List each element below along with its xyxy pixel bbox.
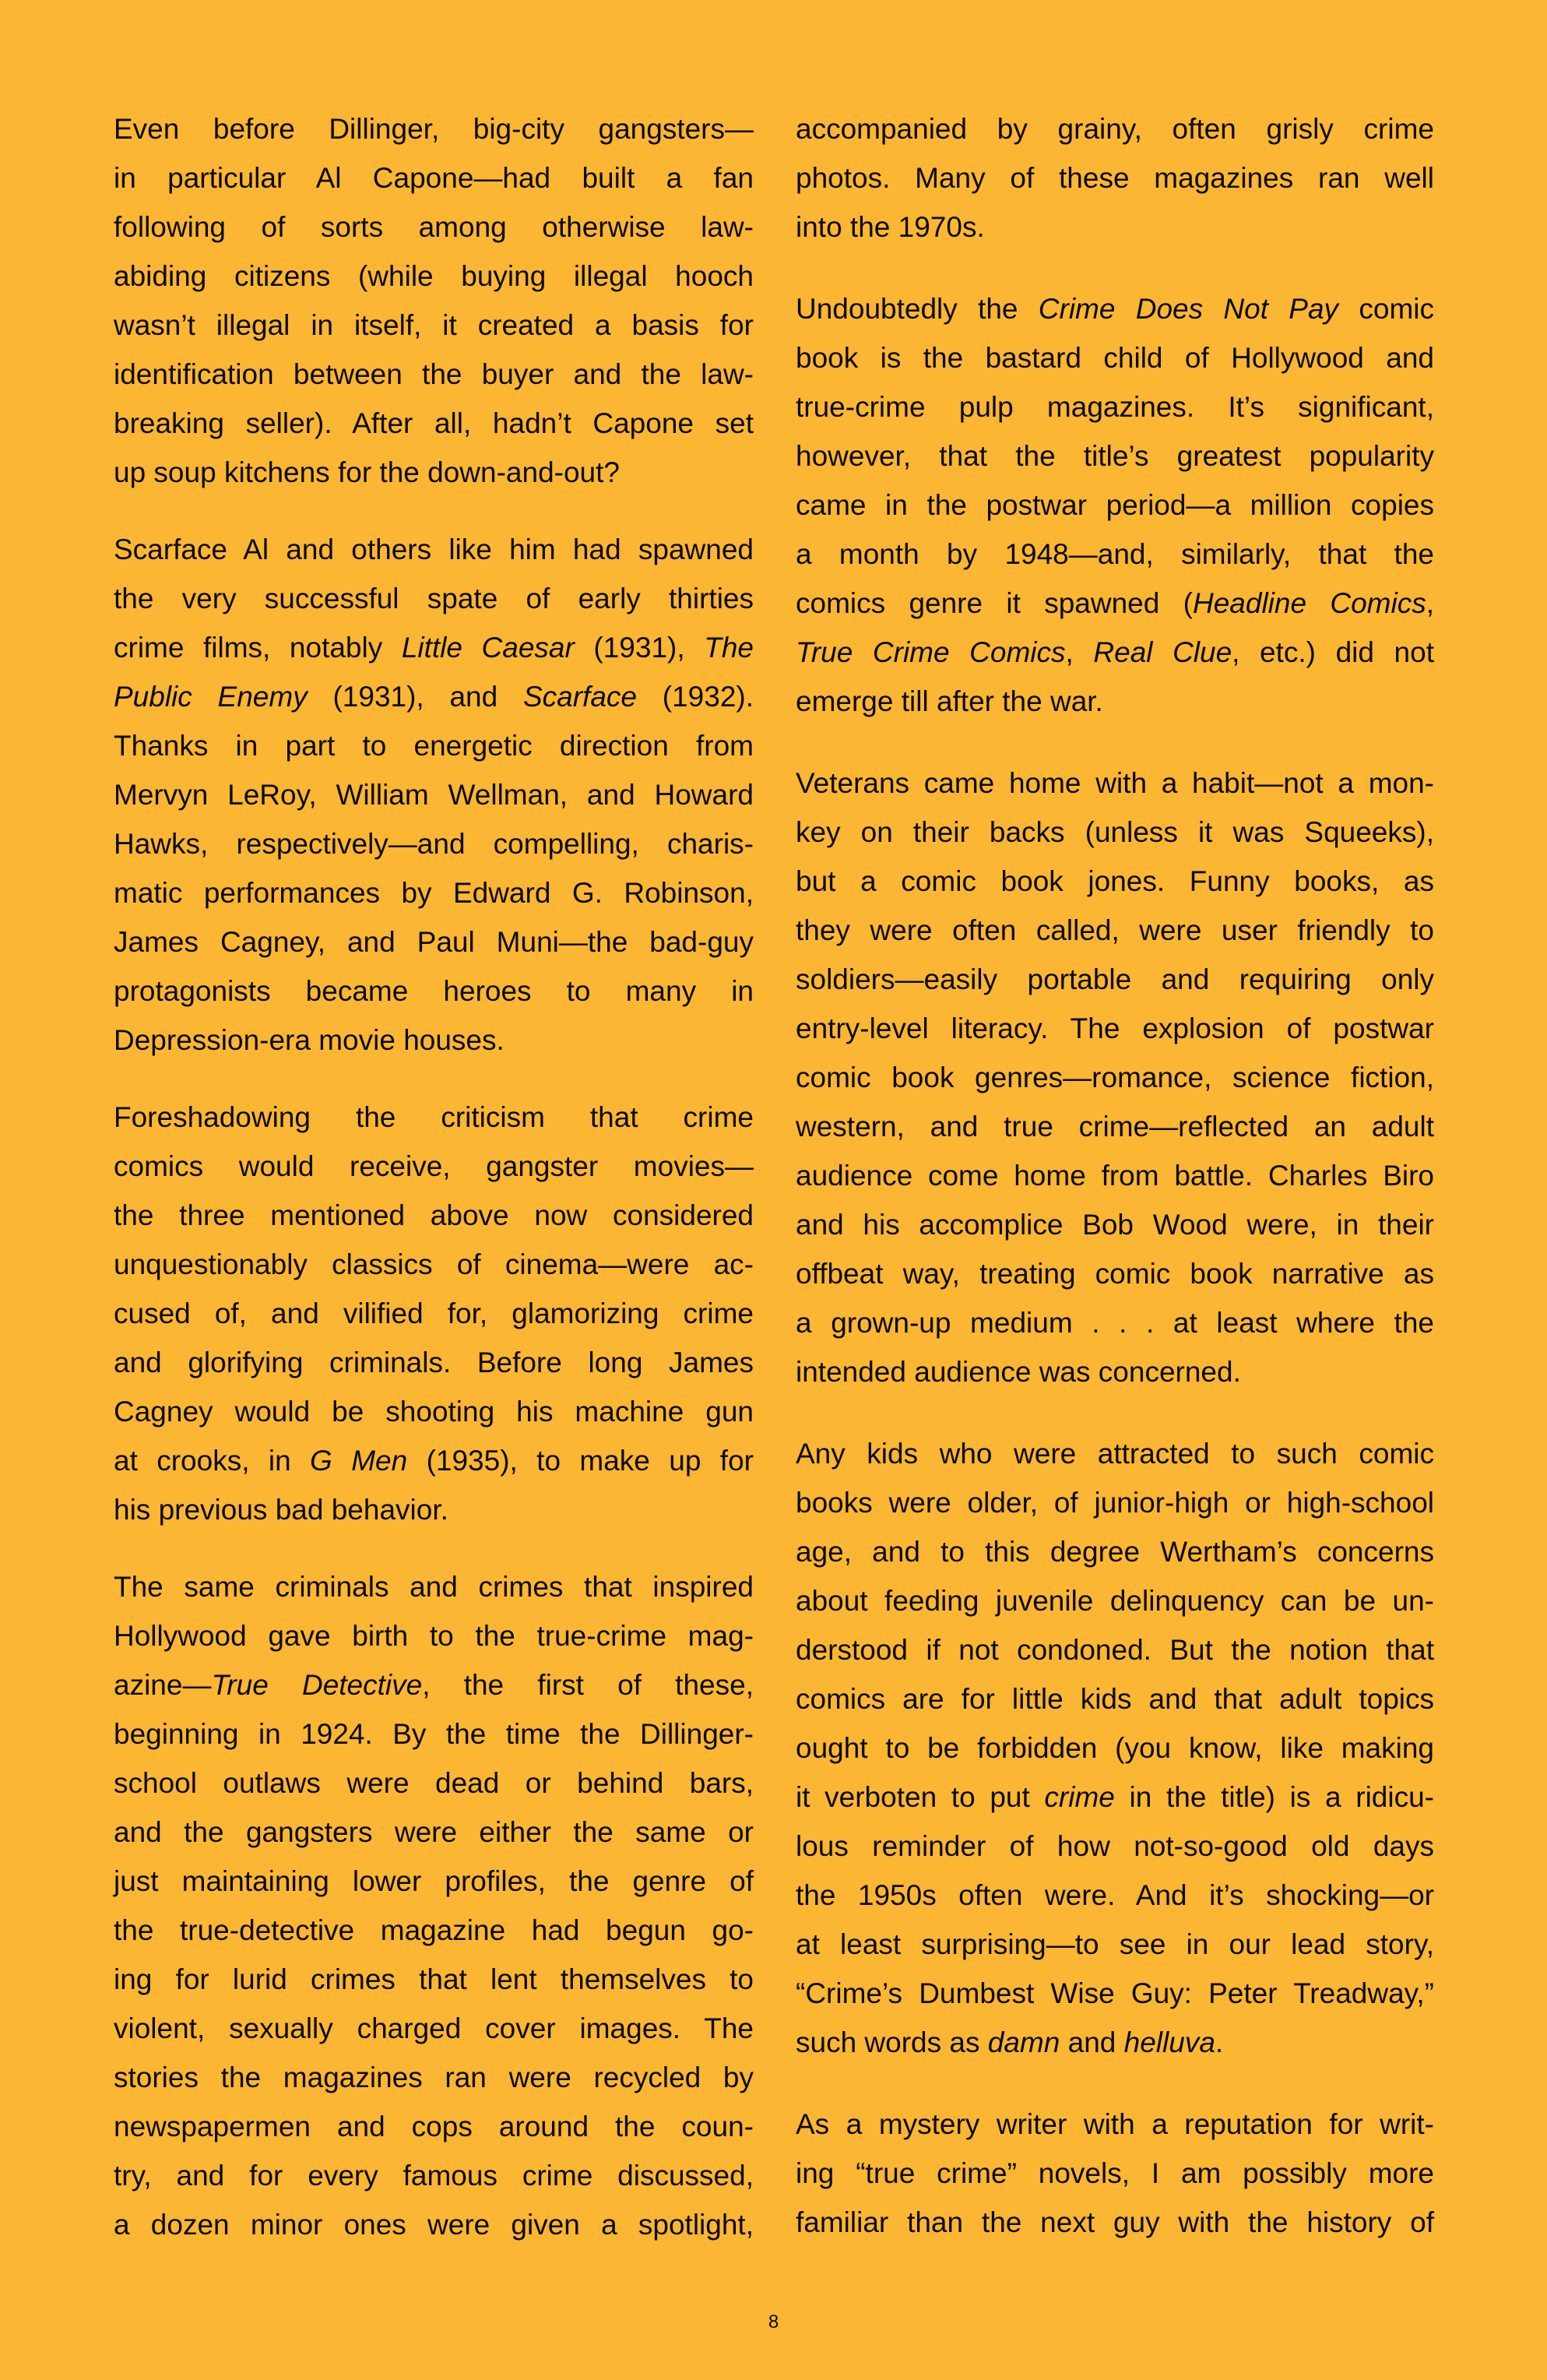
text-line: Any kids who were attracted to such comic (796, 1438, 1434, 1470)
text-line: ought to be forbidden (you know, like making (796, 1732, 1434, 1764)
text-line: comic book genres—romance, science fiction, (796, 1061, 1434, 1093)
text-line: derstood if not condoned. But the notion that (796, 1634, 1434, 1666)
text-line: photos. Many of these magazines ran well (796, 162, 1434, 194)
text-line: familiar than the next guy with the history of (796, 2206, 1434, 2238)
italic-title: Crime Does Not Pay (1038, 293, 1339, 325)
text-line: entry-level literacy. The explosion of postwar (796, 1012, 1434, 1044)
paragraph (796, 104, 1434, 252)
paragraph (796, 1429, 1434, 2067)
text-line: Hawks, respectively—and compelling, charis- (114, 828, 754, 860)
italic-title: The (704, 632, 754, 664)
text-line: key on their backs (unless it was Squeeks), (796, 816, 1434, 848)
text-line: a dozen minor ones were given a spotlight, (114, 2209, 754, 2241)
text-line: up soup kitchens for the down-and-out? (114, 456, 620, 488)
italic-title: Little Caesar (401, 632, 575, 664)
text-line: Mervyn LeRoy, William Wellman, and Howard (114, 779, 754, 811)
text-line: his previous bad behavior. (114, 1494, 448, 1526)
italic-title: Real Clue (1093, 636, 1232, 668)
text-line: As a mystery writer with a reputation for writ- (796, 2108, 1434, 2140)
text-line: cused of, and vilified for, glamorizing crime (114, 1297, 754, 1329)
text-line: Public Enemy (1931), and Scarface (1932). (114, 681, 754, 713)
text-line: following of sorts among otherwise law- (114, 211, 754, 243)
text-line: emerge till after the war. (796, 685, 1103, 717)
text-line: into the 1970s. (796, 211, 985, 243)
paragraph (114, 104, 754, 497)
text-line: school outlaws were dead or behind bars, (114, 1767, 754, 1799)
text-line: azine—True Detective, the first of these, (114, 1669, 754, 1701)
text-line: lous reminder of how not-so-good old days (796, 1830, 1434, 1862)
text-line: in particular Al Capone—had built a fan (114, 162, 754, 194)
text-line: such words as damn and helluva. (796, 2026, 1224, 2058)
text-line: protagonists became heroes to many in (114, 975, 754, 1007)
page-number: 8 (768, 2311, 779, 2332)
text-line: the three mentioned above now considered (114, 1199, 754, 1231)
left-column (114, 104, 754, 2249)
text-line: abiding citizens (while buying illegal hooch (114, 260, 754, 292)
text-line: at least surprising—to see in our lead story, (796, 1928, 1434, 1960)
text-line: book is the bastard child of Hollywood and (796, 342, 1434, 374)
text-line: beginning in 1924. By the time the Dillinger- (114, 1718, 754, 1750)
text-line: Scarface Al and others like him had spawned (114, 533, 754, 565)
text-line: ing for lurid crimes that lent themselves to (114, 1963, 754, 1995)
paragraph (114, 525, 754, 1065)
text-line: “Crime’s Dumbest Wise Guy: Peter Treadway,” (796, 1977, 1434, 2009)
italic-title: crime (1044, 1781, 1115, 1813)
text-line: true-crime pulp magazines. It’s significant, (796, 391, 1434, 423)
text-line: Cagney would be shooting his machine gun (114, 1396, 754, 1428)
text-line: violent, sexually charged cover images. The (114, 2012, 754, 2044)
text-line: Even before Dillinger, big-city gangsters— (114, 113, 754, 145)
text-line: wasn’t illegal in itself, it created a basis for (114, 309, 754, 341)
text-line: came in the postwar period—a million copies (796, 489, 1434, 521)
text-line: ing “true crime” novels, I am possibly more (796, 2157, 1434, 2189)
text-line: accompanied by grainy, often grisly crime (796, 113, 1434, 145)
text-line: comics are for little kids and that adult topics (796, 1683, 1434, 1715)
text-line: books were older, of junior-high or high-school (796, 1487, 1434, 1519)
paragraph (114, 1562, 754, 2249)
text-line: offbeat way, treating comic book narrative as (796, 1258, 1434, 1290)
text-line: crime films, notably Little Caesar (1931), The (114, 632, 754, 664)
text-line: stories the magazines ran were recycled by (114, 2061, 754, 2093)
italic-title: Scarface (522, 681, 637, 713)
text-line: a grown-up medium . . . at least where the (796, 1307, 1434, 1339)
text-line: James Cagney, and Paul Muni—the bad-guy (114, 926, 754, 958)
text-line: audience come home from battle. Charles Biro (796, 1160, 1434, 1192)
italic-title: G Men (310, 1445, 408, 1477)
text-line: a month by 1948—and, similarly, that the (796, 538, 1434, 570)
text-line: Thanks in part to energetic direction from (114, 730, 754, 762)
right-column (796, 104, 1434, 2247)
text-line: the true-detective magazine had begun go- (114, 1914, 754, 1946)
text-line: Veterans came home with a habit—not a mon- (796, 767, 1434, 799)
text-line: about feeding juvenile delinquency can be un- (796, 1585, 1434, 1617)
text-line: newspapermen and cops around the coun- (114, 2111, 754, 2142)
text-line: Hollywood gave birth to the true-crime mag- (114, 1620, 754, 1652)
text-line: try, and for every famous crime discussed, (114, 2160, 754, 2192)
text-line: at crooks, in G Men (1935), to make up for (114, 1445, 754, 1477)
text-line: but a comic book jones. Funny books, as (796, 865, 1434, 897)
text-line: and glorifying criminals. Before long James (114, 1347, 754, 1378)
text-line: comics genre it spawned (Headline Comics, (796, 587, 1434, 619)
text-line: and his accomplice Bob Wood were, in their (796, 1209, 1434, 1241)
text-line: True Crime Comics, Real Clue, etc.) did not (796, 636, 1434, 668)
text-line: Undoubtedly the Crime Does Not Pay comic (796, 293, 1434, 325)
text-line: western, and true crime—reflected an adult (796, 1111, 1434, 1142)
text-line: The same criminals and crimes that inspired (114, 1571, 754, 1603)
text-line: soldiers—easily portable and requiring only (796, 963, 1434, 995)
text-line: age, and to this degree Wertham’s concerns (796, 1536, 1434, 1568)
paragraph (796, 759, 1434, 1396)
text-line: Depression-era movie houses. (114, 1024, 505, 1056)
text-line: Foreshadowing the criticism that crime (114, 1101, 754, 1133)
text-line: unquestionably classics of cinema—were ac- (114, 1248, 754, 1280)
paragraph (796, 2100, 1434, 2247)
text-line: identification between the buyer and the law- (114, 358, 754, 390)
text-line: intended audience was concerned. (796, 1356, 1241, 1388)
text-line: and the gangsters were either the same or (114, 1816, 754, 1848)
paragraph (114, 1093, 754, 1534)
italic-title: True Detective (211, 1669, 423, 1701)
text-line: breaking seller). After all, hadn’t Capone set (114, 407, 754, 439)
italic-title: Public Enemy (114, 681, 308, 713)
text-line: the very successful spate of early thirties (114, 583, 754, 614)
text-line: just maintaining lower profiles, the genre of (114, 1865, 754, 1897)
italic-title: True Crime Comics (796, 636, 1066, 668)
italic-title: Headline Comics (1193, 587, 1426, 619)
text-line: it verboten to put crime in the title) is a ridicu- (796, 1781, 1434, 1813)
text-line: comics would receive, gangster movies— (114, 1150, 754, 1182)
text-line: matic performances by Edward G. Robinson, (114, 877, 754, 909)
italic-title: damn (987, 2026, 1060, 2058)
text-line: the 1950s often were. And it’s shocking—or (796, 1879, 1434, 1911)
italic-title: helluva (1123, 2026, 1215, 2058)
text-line: they were often called, were user friendly to (796, 914, 1434, 946)
text-line: however, that the title’s greatest popularity (796, 440, 1434, 472)
paragraph (796, 284, 1434, 726)
